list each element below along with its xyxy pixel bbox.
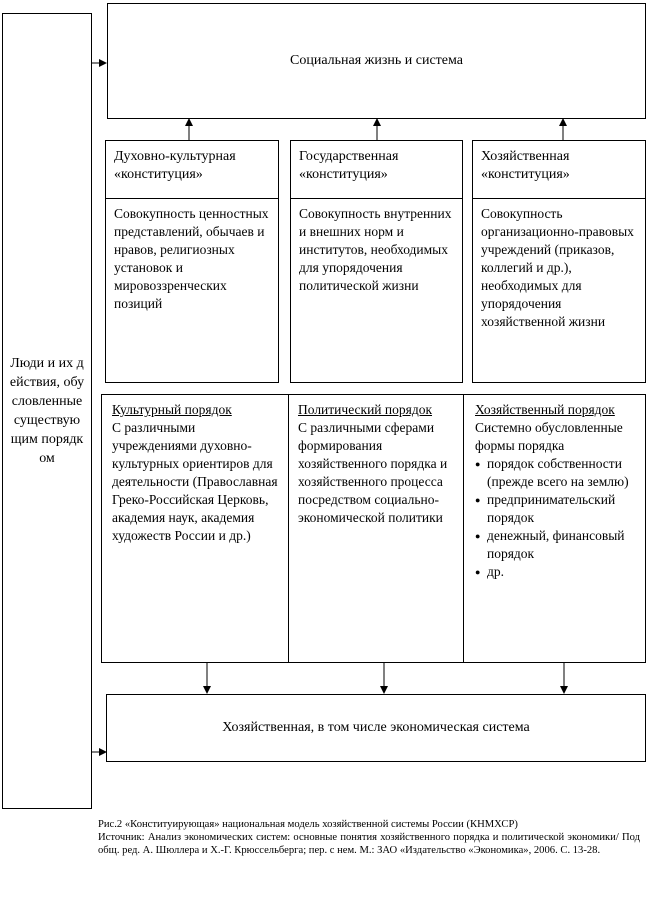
caption-source: Источник: Анализ экономических систем: основные понятия хозяйственного порядка и политической экономики/ Под общ. ред. А. Шюллера и Х.-Г. Крюссельберга; пер. с нем. М.: ЗАО «Издательство «Экономика», 2006. С. 13-28.: [98, 832, 640, 856]
constitution-header-1: [105, 140, 279, 199]
constitution-desc-2: [290, 198, 463, 383]
list-item: ● порядок собственности (прежде всего на землю): [475, 455, 637, 491]
social-life-box: [107, 3, 646, 119]
people-actions-label: Люди и их действия, обусловленные существующим порядком: [9, 356, 85, 466]
constitution-desc: Совокупность внутренних и внешних норм и институтов, необходимых для упорядочения политической жизни: [299, 206, 452, 293]
order-title: Хозяйственный порядок: [475, 402, 615, 417]
constitution-header-3: [472, 140, 646, 199]
constitution-title: Государственная «конституция»: [299, 149, 399, 182]
constitution-title: Хозяйственная «конституция»: [481, 149, 570, 182]
constitution-header-2: [290, 140, 463, 199]
economic-system-box: [106, 694, 646, 762]
order-cell-2: [289, 395, 464, 662]
list-item: ● предпринимательский порядок: [475, 491, 637, 527]
orders-table: [101, 394, 646, 663]
order-desc: Системно обусловленные формы порядка: [475, 420, 623, 453]
constitution-desc: Совокупность организационно-правовых учреждений (приказов, коллегий и др.), необходимых для упорядочения хозяйственной жизни: [481, 206, 634, 329]
order-title: Культурный порядок: [112, 402, 232, 417]
figure-caption: [98, 818, 640, 857]
order-items-list: [475, 455, 637, 581]
caption-title: Рис.2 «Конституирующая» национальная модель хозяйственной системы России (КНМХСР): [98, 819, 518, 830]
order-cell-3: [464, 395, 645, 662]
order-desc: С различными учреждениями духовно-культурных ориентиров для деятельности (Православная Греко-Российская Церковь, академия наук, академия художеств России и др.): [112, 420, 278, 543]
order-title: Политический порядок: [298, 402, 433, 417]
constitution-desc-3: [472, 198, 646, 383]
constitution-desc: Совокупность ценностных представлений, обычаев и нравов, религиозных установок и мировоззренческих позиций: [114, 206, 269, 311]
people-actions-box: [2, 13, 92, 809]
constitution-title: Духовно-культурная «конституция»: [114, 149, 236, 182]
order-cell-1: [102, 395, 289, 662]
constitution-desc-1: [105, 198, 279, 383]
list-item: ● др.: [475, 563, 637, 581]
order-desc: С различными сферами формирования хозяйственного порядка и хозяйственного процесса посредством социально-экономической политики: [298, 420, 448, 525]
list-item: ● денежный, финансовый порядок: [475, 527, 637, 563]
economic-system-label: Хозяйственная, в том числе экономическая система: [222, 720, 530, 735]
social-life-label: Социальная жизнь и система: [290, 53, 463, 68]
